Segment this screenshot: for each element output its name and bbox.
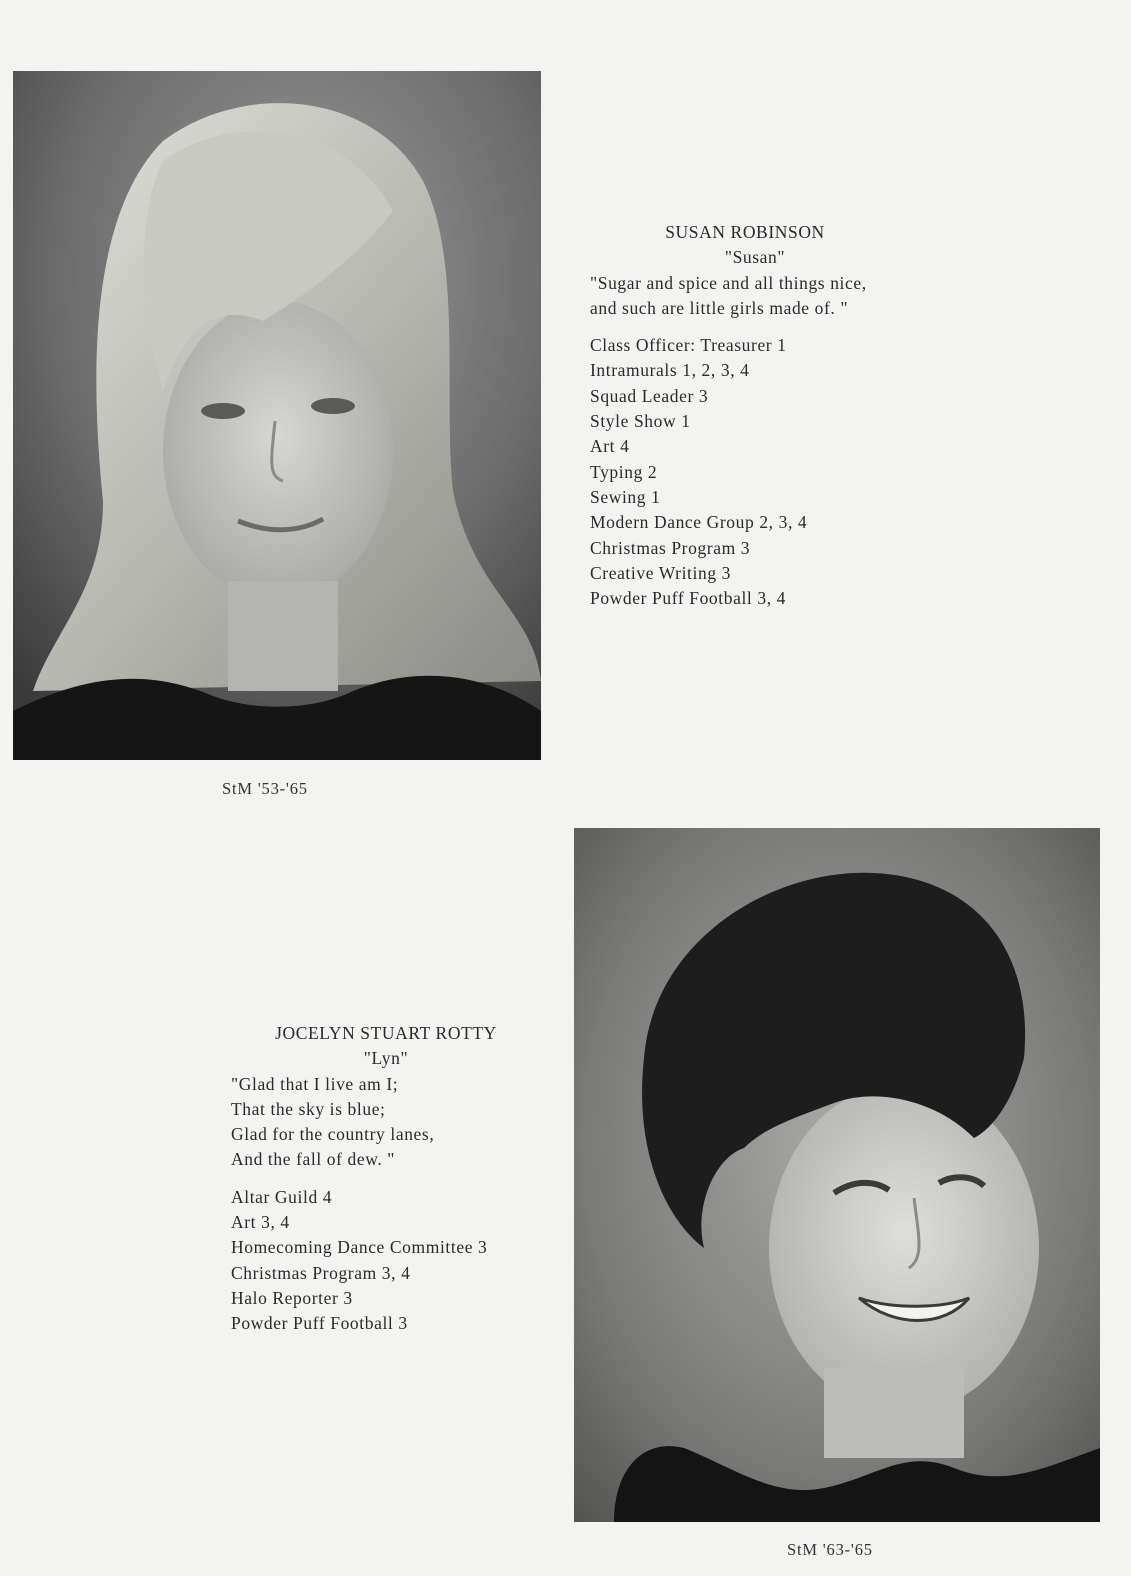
- quote-line: "Glad that I live am I;: [231, 1073, 399, 1094]
- student-nickname: "Susan": [724, 247, 786, 268]
- activities-list: [590, 333, 920, 611]
- activities-list: [231, 1185, 541, 1337]
- activity-item: Squad Leader 3: [590, 385, 709, 406]
- activity-item: Typing 2: [590, 461, 658, 482]
- activity-item: Christmas Program 3: [590, 537, 751, 558]
- quote-line: That the sky is blue;: [231, 1098, 386, 1119]
- activity-item: Style Show 1: [590, 411, 691, 432]
- activity-item: Powder Puff Football 3: [231, 1313, 408, 1334]
- student-entry-jocelyn-rotty: [231, 1021, 541, 1337]
- activity-item: Halo Reporter 3: [231, 1287, 353, 1308]
- activity-item: Art 4: [590, 436, 630, 457]
- student-nickname: "Lyn": [363, 1048, 409, 1069]
- student-name: JOCELYN STUART ROTTY: [275, 1023, 497, 1043]
- activity-item: Art 3, 4: [231, 1212, 290, 1233]
- quote-line: And the fall of dew. ": [231, 1149, 396, 1170]
- activity-item: Christmas Program 3, 4: [231, 1262, 411, 1283]
- quote-line: and such are little girls made of. ": [590, 297, 849, 318]
- activity-item: Sewing 1: [590, 486, 661, 507]
- activity-item: Homecoming Dance Committee 3: [231, 1237, 488, 1258]
- quote-line: "Sugar and spice and all things nice,: [590, 272, 867, 293]
- photo-caption: StM '53-'65: [222, 779, 308, 798]
- activity-item: Class Officer: Treasurer 1: [590, 335, 787, 356]
- activity-item: Intramurals 1, 2, 3, 4: [590, 360, 750, 381]
- student-quote: [590, 271, 920, 322]
- portrait-photo-jocelyn-rotty: [574, 828, 1100, 1522]
- activity-item: Creative Writing 3: [590, 562, 731, 583]
- activity-item: Altar Guild 4: [231, 1186, 333, 1207]
- student-quote: [231, 1072, 541, 1173]
- photo-caption: StM '63-'65: [787, 1540, 873, 1559]
- student-entry-susan-robinson: [590, 220, 920, 611]
- activity-item: Modern Dance Group 2, 3, 4: [590, 512, 808, 533]
- portrait-photo-susan-robinson: [13, 71, 541, 760]
- quote-line: Glad for the country lanes,: [231, 1124, 435, 1145]
- activity-item: Powder Puff Football 3, 4: [590, 588, 786, 609]
- student-name: SUSAN ROBINSON: [665, 222, 825, 242]
